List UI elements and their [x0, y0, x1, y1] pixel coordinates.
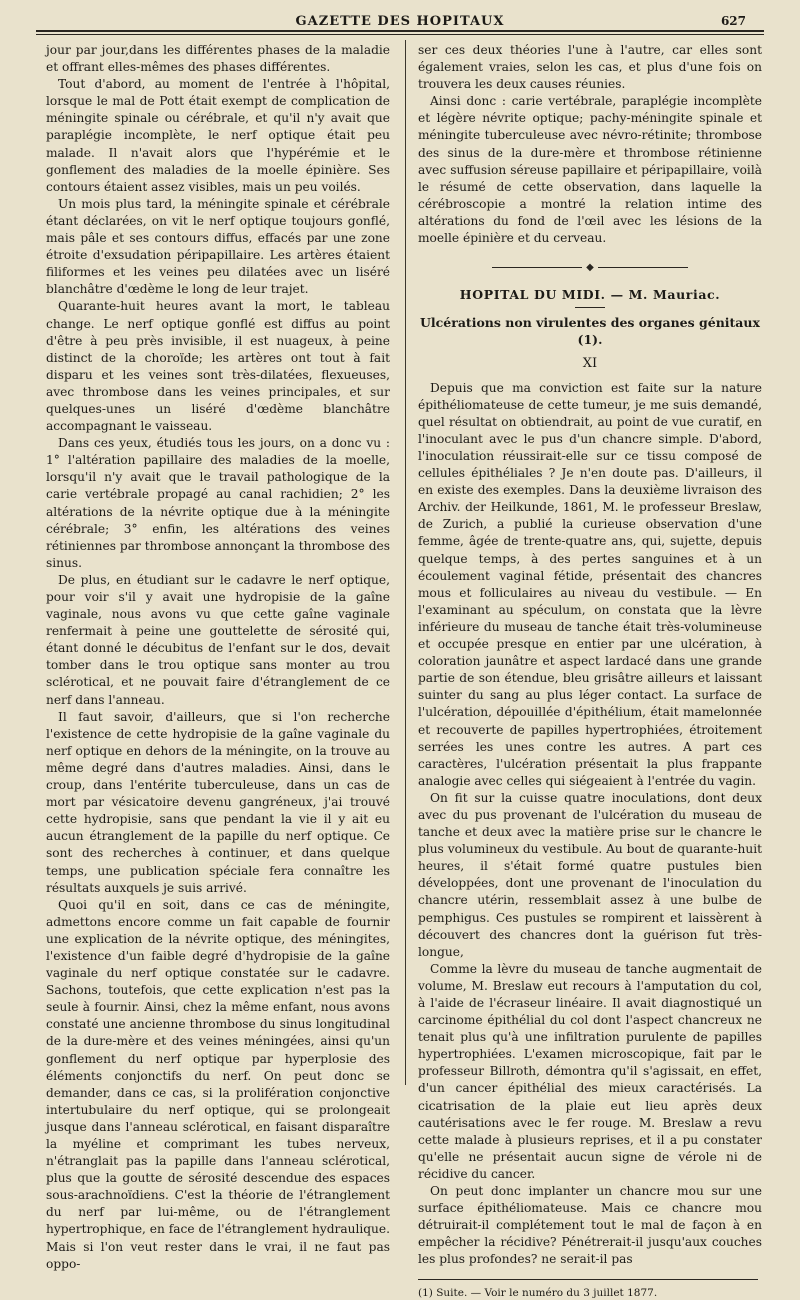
paragraph: Dans ces yeux, étudiés tous les jours, on a donc vu : 1° l'altération papillaire des maladies de la moelle, lorsqu'il n'y avait que le travail pathologique de la carie vertébrale propagé au canal rachidien; 2° les altérations de la névrite optique due à la méningite cérébrale; 3° enfin, les altérations des veines rétiniennes par thrombose annonçant la thrombose des sinus.: [46, 436, 390, 570]
page-number: 627: [720, 14, 746, 28]
section-ornament: ◆: [418, 259, 762, 276]
paragraph: On peut donc implanter un chancre mou sur une surface épithéliomateuse. Mais ce chancre mou détruirait-il complétement tout le mal de façon à en empêcher la récidive? Pénétrerait-il jusqu'aux couches les plus profondes? ne serait-il pas: [418, 1184, 762, 1267]
right-column: [418, 42, 762, 1300]
paragraph: Quoi qu'il en soit, dans ce cas de méningite, admettons encore comme un fait capable de fournir une explication de la névrite optique, des méningites, l'existence d'un faible degré d'hydropisie de la gaîne vaginale du nerf optique constatée sur le cadavre. Sachons, toutefois, que cette explication n'est pas la seule à fournir. Ainsi, chez la même enfant, nous avons constaté une ancienne thrombose du sinus longitudinal de la dure-mère et des veines méningées, ainsi qu'un gonflement du nerf optique par hyperplosie des éléments conjonctifs du nerf. On peut donc se demander, dans ce cas, si la prolifération conjonctive intertubulaire du nerf optique, qui se prolongeait jusque dans l'anneau sclérotical, en faisant disparaître la myéline et comprimant les tubes nerveux, n'étranglait pas la papille dans l'anneau sclérotical, plus que la goutte de sérosité descendue des espaces sous-arachnoïdiens. C'est la théorie de l'étranglement du nerf par lui-même, ou de l'étranglement hypertrophique, en face de l'étranglement hydraulique. Mais si l'on veut rester dans le vrai, il ne faut pas oppo-: [46, 897, 390, 1271]
footnote-rule: [418, 1279, 758, 1280]
paragraph: On fit sur la cuisse quatre inoculations, dont deux avec du pus provenant de l'ulcération du museau de tanche et deux avec la matière prise sur le chancre le plus volumineux du vestibule. Au bout de quarante-huit heures, il s'était formé quatre pustules bien développées, dont une provenant de l'inoculation du chancre utérin, ressemblait assez à une bulbe de pemphigus. Ces pustules se rompirent et laissèrent à découvert des chancres dont la guérison fut très-longue,: [418, 790, 762, 959]
paragraph: Un mois plus tard, la méningite spinale et cérébrale étant déclarées, on vit le nerf optique toujours gonflé, mais pâle et ses contours diffus, effacés par une zone étroite d'exsudation péripapillaire. Les artères étaient filiformes et les veines peu dilatées avec un liséré blanchâtre d'œdème le long de leur trajet.: [46, 196, 390, 297]
paragraph: De plus, en étudiant sur le cadavre le nerf optique, pour voir s'il y avait une hydropisie de la gaîne vaginale, nous avons vu que cette gaîne vaginale renfermait à peine une gouttelette de sérosité qui, étant donné le décubitus de l'enfant sur le dos, devait tomber dans le trou optique sans monter au trou sclérotical, et ne pouvait faire d'étranglement de ce nerf dans l'anneau.: [46, 572, 390, 707]
paragraph: Tout d'abord, au moment de l'entrée à l'hôpital, lorsque le mal de Pott était exempt de complication de méningite spinale ou cérébrale, et qu'il n'y avait que paraplégie incomplète, le nerf optique était peu malade. Il n'avait alors que l'hypérémie et le gonflement des maladies de la moelle épinière. Ses contours étaient assez visibles, mais un peu voilés.: [46, 77, 390, 194]
paragraph: ser ces deux théories l'une à l'autre, car elles sont également vraies, selon les cas, et plus d'une fois on trouvera les deux causes réunies.: [418, 43, 762, 92]
header-rule-thin: [36, 34, 764, 35]
article-title: Ulcérations non virulentes des organes génitaux (1).: [420, 315, 760, 348]
left-column: [46, 42, 390, 1273]
paragraph: Ainsi donc : carie vertébrale, paraplégie incomplète et légère névrite optique; pachy-méningite spinale et méningite tuberculeuse avec névro-rétinite; thrombose des sinus de la dure-mère et thrombose rétinienne avec suffusion séreuse papillaire et péripapillaire, voilà le résumé de cette observation, dans laquelle la cérébroscopie a montré la relation intime des altérations du fond de l'œil avec les lésions de la moelle épinière et du cerveau.: [418, 94, 762, 246]
paragraph: Quarante-huit heures avant la mort, le tableau change. Le nerf optique gonflé est diffus au point d'être à peu près invisible, il est nuageux, à peine distinct de la choroïde; les artères ont tout à fait disparu et les veines sont très-dilatées, flexueuses, avec thrombose dans les veines principales, et sur quelques-unes un liséré d'œdème blanchâtre accompagnant le vaisseau.: [46, 299, 390, 434]
paragraph: Comme la lèvre du museau de tanche augmentait de volume, M. Breslaw eut recours à l'amputation du col, à l'aide de l'écraseur linéaire. Il avait diagnostiqué un carcinome épithélial du col dont l'aspect chancreux ne tenait plus qu'à une infiltration purulente de papilles hypertrophiées. L'examen microscopique, fait par le professeur Billroth, démontra qu'il s'agissait, en effet, d'un cancer épithélial des mieux caractérisés. La cicatrisation de la plaie eut lieu après deux cautérisations avec le fer rouge. M. Breslaw a revu cette malade à plusieurs reprises, et il a pu constater qu'elle ne présentait aucun signe de vérole ni de récidive du cancer.: [418, 961, 762, 1181]
short-rule: [575, 307, 605, 308]
paragraph: Il faut savoir, d'ailleurs, que si l'on recherche l'existence de cette hydropisie de la gaîne vaginale du nerf optique en dehors de la méningite, on la trouve au même degré dans d'autres maladies. Ainsi, dans le croup, dans l'entérite tuberculeuse, dans un cas de mort par vésicatoire devenu gangréneux, j'ai trouvé cette hydropisie, sans que pendant la vie il y ait eu aucun étranglement de la papille du nerf optique. Ce sont des recherches à continuer, et dans quelque temps, une publication spéciale fera connaître les résultats auxquels je suis arrivé.: [46, 709, 390, 895]
header-rule: [36, 30, 764, 32]
chapter-numeral: XI: [582, 355, 598, 371]
paragraph: Depuis que ma conviction est faite sur la nature épithéliomateuse de cette tumeur, je me suis demandé, quel résultat on obtiendrait, au point de vue curatif, en l'inoculant avec le pus d'un chancre simple. D'abord, l'inoculation réussirait-elle sur ce tissu composé de cellules épithéliales ? Je n'en doute pas. D'ailleurs, il en existe des exemples. Dans la deuxième livraison des Archiv. der Heilkunde, 1861, M. le professeur Breslaw, de Zurich, a publié la curieuse observation d'une femme, âgée de trente-quatre ans, qui, sujette, depuis quelque temps, à des pertes sanguines et à un écoulement vaginal fétide, présentait des chancres mous et folliculaires au niveau du vestibule. — En l'examinant au spéculum, on constata que la lèvre inférieure du museau de tanche était très-volumineuse et occupée presque en entier par une ulcération, à coloration jaunâtre et aspect lardacé dans une grande partie de son étendue, bleu grisâtre ailleurs et laissant suinter du sang au plus léger contact. La surface de l'ulcération, dépouillée d'épithélium, était mamelonnée et recouverte de papilles hypertrophiées, étroitement serrées les unes contre les autres. A part ces caractères, l'ulcération présentait la plus frappante analogie avec celles qui siégeaient à l'entrée du vagin.: [418, 380, 762, 788]
running-title: GAZETTE DES HOPITAUX: [295, 14, 505, 29]
section-heading: HOPITAL DU MIDI. — M. Mauriac.: [459, 287, 721, 303]
paragraph: jour par jour,dans les différentes phases de la maladie et offrant elles-mêmes des phases différentes.: [46, 43, 390, 75]
footnote: (1) Suite. — Voir le numéro du 3 juillet 1877.: [418, 1286, 658, 1299]
column-divider: [405, 40, 406, 1085]
